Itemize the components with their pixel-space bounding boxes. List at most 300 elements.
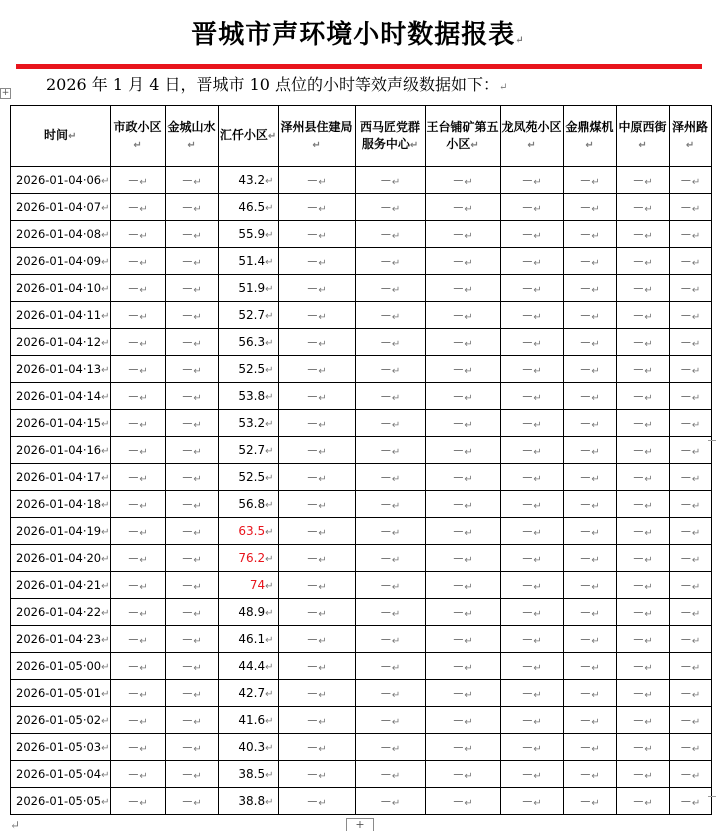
empty-value-cell: －↵ bbox=[669, 653, 711, 680]
empty-value-cell: －↵ bbox=[500, 194, 563, 221]
empty-value-cell: －↵ bbox=[355, 356, 425, 383]
value-cell: 63.5↵ bbox=[218, 518, 278, 545]
empty-value-cell: －↵ bbox=[355, 437, 425, 464]
empty-value-cell: －↵ bbox=[563, 437, 616, 464]
empty-value-cell: －↵ bbox=[563, 707, 616, 734]
empty-value-cell: －↵ bbox=[500, 356, 563, 383]
empty-value-cell: －↵ bbox=[669, 680, 711, 707]
empty-value-cell: －↵ bbox=[669, 491, 711, 518]
empty-value-cell: －↵ bbox=[425, 761, 500, 788]
empty-value-cell: －↵ bbox=[110, 437, 165, 464]
time-cell: 2026-01-04·11↵ bbox=[11, 302, 111, 329]
value-cell: 42.7↵ bbox=[218, 680, 278, 707]
column-header-site: 汇仟小区↵ bbox=[218, 106, 278, 167]
time-cell: 2026-01-05·02↵ bbox=[11, 707, 111, 734]
empty-value-cell: －↵ bbox=[425, 734, 500, 761]
empty-value-cell: －↵ bbox=[425, 410, 500, 437]
empty-value-cell: －↵ bbox=[616, 275, 669, 302]
table-row bbox=[11, 518, 712, 545]
empty-value-cell: －↵ bbox=[425, 680, 500, 707]
value-cell: 53.8↵ bbox=[218, 383, 278, 410]
empty-value-cell: －↵ bbox=[355, 410, 425, 437]
empty-value-cell: －↵ bbox=[500, 761, 563, 788]
empty-value-cell: －↵ bbox=[278, 437, 355, 464]
empty-value-cell: －↵ bbox=[278, 356, 355, 383]
empty-value-cell: －↵ bbox=[616, 599, 669, 626]
empty-value-cell: －↵ bbox=[669, 275, 711, 302]
value-cell: 76.2↵ bbox=[218, 545, 278, 572]
empty-value-cell: －↵ bbox=[355, 680, 425, 707]
empty-value-cell: －↵ bbox=[278, 572, 355, 599]
empty-value-cell: －↵ bbox=[616, 221, 669, 248]
empty-value-cell: －↵ bbox=[165, 518, 218, 545]
table-row bbox=[11, 194, 712, 221]
column-header-site: 泽州路↵ bbox=[669, 106, 711, 167]
empty-value-cell: －↵ bbox=[563, 302, 616, 329]
empty-value-cell: －↵ bbox=[669, 464, 711, 491]
empty-value-cell: －↵ bbox=[669, 437, 711, 464]
empty-value-cell: －↵ bbox=[278, 464, 355, 491]
empty-value-cell: －↵ bbox=[563, 356, 616, 383]
empty-value-cell: －↵ bbox=[500, 167, 563, 194]
empty-value-cell: －↵ bbox=[165, 626, 218, 653]
time-cell: 2026-01-04·18↵ bbox=[11, 491, 111, 518]
empty-value-cell: －↵ bbox=[425, 167, 500, 194]
empty-value-cell: －↵ bbox=[563, 194, 616, 221]
empty-value-cell: －↵ bbox=[165, 464, 218, 491]
empty-value-cell: －↵ bbox=[110, 761, 165, 788]
empty-value-cell: －↵ bbox=[563, 626, 616, 653]
empty-value-cell: －↵ bbox=[616, 680, 669, 707]
empty-value-cell: －↵ bbox=[425, 518, 500, 545]
table-row bbox=[11, 680, 712, 707]
empty-value-cell: －↵ bbox=[669, 248, 711, 275]
empty-value-cell: －↵ bbox=[355, 761, 425, 788]
value-cell: 53.2↵ bbox=[218, 410, 278, 437]
time-cell: 2026-01-04·16↵ bbox=[11, 437, 111, 464]
time-cell: 2026-01-04·08↵ bbox=[11, 221, 111, 248]
value-cell: 44.4↵ bbox=[218, 653, 278, 680]
empty-value-cell: －↵ bbox=[278, 167, 355, 194]
empty-value-cell: －↵ bbox=[669, 626, 711, 653]
empty-value-cell: －↵ bbox=[425, 545, 500, 572]
report-title: 晋城市声环境小时数据报表↵ bbox=[191, 20, 525, 50]
empty-value-cell: －↵ bbox=[110, 707, 165, 734]
empty-value-cell: －↵ bbox=[110, 356, 165, 383]
empty-value-cell: －↵ bbox=[616, 653, 669, 680]
table-row bbox=[11, 437, 712, 464]
empty-value-cell: －↵ bbox=[616, 464, 669, 491]
empty-value-cell: －↵ bbox=[165, 356, 218, 383]
empty-value-cell: －↵ bbox=[165, 545, 218, 572]
empty-value-cell: －↵ bbox=[110, 194, 165, 221]
column-header-site: 王台铺矿第五小区↵ bbox=[425, 106, 500, 167]
table-body bbox=[11, 167, 712, 815]
empty-value-cell: －↵ bbox=[563, 734, 616, 761]
time-cell: 2026-01-05·01↵ bbox=[11, 680, 111, 707]
empty-value-cell: －↵ bbox=[500, 275, 563, 302]
empty-value-cell: －↵ bbox=[355, 491, 425, 518]
empty-value-cell: －↵ bbox=[425, 464, 500, 491]
empty-value-cell: －↵ bbox=[669, 518, 711, 545]
empty-value-cell: －↵ bbox=[165, 572, 218, 599]
empty-value-cell: －↵ bbox=[165, 653, 218, 680]
empty-value-cell: －↵ bbox=[669, 707, 711, 734]
page-edge-marker bbox=[708, 796, 716, 797]
column-header-site: 金城山水↵ bbox=[165, 106, 218, 167]
empty-value-cell: －↵ bbox=[165, 275, 218, 302]
time-cell: 2026-01-04·21↵ bbox=[11, 572, 111, 599]
empty-value-cell: －↵ bbox=[165, 410, 218, 437]
value-cell: 40.3↵ bbox=[218, 734, 278, 761]
value-cell: 43.2↵ bbox=[218, 167, 278, 194]
empty-value-cell: －↵ bbox=[500, 437, 563, 464]
empty-value-cell: －↵ bbox=[110, 302, 165, 329]
empty-value-cell: －↵ bbox=[110, 572, 165, 599]
empty-value-cell: －↵ bbox=[110, 329, 165, 356]
empty-value-cell: －↵ bbox=[165, 329, 218, 356]
page-edge-marker bbox=[708, 440, 716, 441]
empty-value-cell: －↵ bbox=[355, 599, 425, 626]
table-row bbox=[11, 626, 712, 653]
table-row bbox=[11, 383, 712, 410]
table-row bbox=[11, 734, 712, 761]
value-cell: 52.5↵ bbox=[218, 356, 278, 383]
empty-value-cell: －↵ bbox=[355, 221, 425, 248]
empty-value-cell: －↵ bbox=[278, 221, 355, 248]
empty-value-cell: －↵ bbox=[425, 221, 500, 248]
time-cell: 2026-01-04·09↵ bbox=[11, 248, 111, 275]
time-cell: 2026-01-04·13↵ bbox=[11, 356, 111, 383]
empty-value-cell: －↵ bbox=[165, 761, 218, 788]
column-header-site: 泽州县住建局↵ bbox=[278, 106, 355, 167]
empty-value-cell: －↵ bbox=[563, 653, 616, 680]
empty-value-cell: －↵ bbox=[563, 275, 616, 302]
empty-value-cell: －↵ bbox=[563, 788, 616, 815]
value-cell: 74↵ bbox=[218, 572, 278, 599]
empty-value-cell: －↵ bbox=[563, 572, 616, 599]
empty-value-cell: －↵ bbox=[278, 707, 355, 734]
empty-value-cell: －↵ bbox=[669, 167, 711, 194]
empty-value-cell: －↵ bbox=[500, 734, 563, 761]
empty-value-cell: －↵ bbox=[669, 545, 711, 572]
empty-value-cell: －↵ bbox=[165, 599, 218, 626]
empty-value-cell: －↵ bbox=[669, 410, 711, 437]
empty-value-cell: －↵ bbox=[616, 194, 669, 221]
empty-value-cell: －↵ bbox=[669, 788, 711, 815]
empty-value-cell: －↵ bbox=[278, 599, 355, 626]
empty-value-cell: －↵ bbox=[669, 302, 711, 329]
empty-value-cell: －↵ bbox=[165, 707, 218, 734]
column-header-site: 市政小区↵ bbox=[110, 106, 165, 167]
empty-value-cell: －↵ bbox=[278, 734, 355, 761]
time-cell: 2026-01-04·10↵ bbox=[11, 275, 111, 302]
empty-value-cell: －↵ bbox=[563, 599, 616, 626]
table-header-row bbox=[11, 106, 712, 167]
empty-value-cell: －↵ bbox=[278, 761, 355, 788]
empty-value-cell: －↵ bbox=[110, 275, 165, 302]
value-cell: 56.3↵ bbox=[218, 329, 278, 356]
empty-value-cell: －↵ bbox=[616, 626, 669, 653]
empty-value-cell: －↵ bbox=[355, 464, 425, 491]
empty-value-cell: －↵ bbox=[110, 599, 165, 626]
empty-value-cell: －↵ bbox=[669, 329, 711, 356]
empty-value-cell: －↵ bbox=[425, 491, 500, 518]
empty-value-cell: －↵ bbox=[278, 383, 355, 410]
empty-value-cell: －↵ bbox=[563, 167, 616, 194]
empty-value-cell: －↵ bbox=[669, 356, 711, 383]
empty-value-cell: －↵ bbox=[563, 491, 616, 518]
empty-value-cell: －↵ bbox=[110, 734, 165, 761]
table-row bbox=[11, 275, 712, 302]
empty-value-cell: －↵ bbox=[355, 572, 425, 599]
data-table-container bbox=[10, 105, 712, 815]
empty-value-cell: －↵ bbox=[563, 518, 616, 545]
empty-value-cell: －↵ bbox=[616, 572, 669, 599]
empty-value-cell: －↵ bbox=[425, 626, 500, 653]
empty-value-cell: －↵ bbox=[669, 734, 711, 761]
empty-value-cell: －↵ bbox=[500, 329, 563, 356]
empty-value-cell: －↵ bbox=[616, 329, 669, 356]
empty-value-cell: －↵ bbox=[425, 383, 500, 410]
table-move-handle-icon[interactable]: + bbox=[1, 88, 10, 98]
empty-value-cell: －↵ bbox=[563, 329, 616, 356]
empty-value-cell: －↵ bbox=[355, 788, 425, 815]
value-cell: 41.6↵ bbox=[218, 707, 278, 734]
empty-value-cell: －↵ bbox=[500, 545, 563, 572]
empty-value-cell: －↵ bbox=[425, 356, 500, 383]
table-row bbox=[11, 464, 712, 491]
empty-value-cell: －↵ bbox=[669, 572, 711, 599]
table-row bbox=[11, 761, 712, 788]
empty-value-cell: －↵ bbox=[165, 194, 218, 221]
empty-value-cell: －↵ bbox=[110, 680, 165, 707]
empty-value-cell: －↵ bbox=[278, 626, 355, 653]
empty-value-cell: －↵ bbox=[500, 680, 563, 707]
empty-value-cell: －↵ bbox=[563, 545, 616, 572]
value-cell: 52.5↵ bbox=[218, 464, 278, 491]
empty-value-cell: －↵ bbox=[110, 221, 165, 248]
time-cell: 2026-01-04·22↵ bbox=[11, 599, 111, 626]
time-cell: 2026-01-04·17↵ bbox=[11, 464, 111, 491]
time-cell: 2026-01-04·14↵ bbox=[11, 383, 111, 410]
empty-value-cell: －↵ bbox=[355, 653, 425, 680]
empty-value-cell: －↵ bbox=[278, 518, 355, 545]
empty-value-cell: －↵ bbox=[278, 545, 355, 572]
empty-value-cell: －↵ bbox=[616, 167, 669, 194]
empty-value-cell: －↵ bbox=[616, 410, 669, 437]
empty-value-cell: －↵ bbox=[110, 464, 165, 491]
empty-value-cell: －↵ bbox=[500, 410, 563, 437]
column-header-site: 龙凤苑小区↵ bbox=[500, 106, 563, 167]
table-row bbox=[11, 788, 712, 815]
time-cell: 2026-01-04·19↵ bbox=[11, 518, 111, 545]
empty-value-cell: －↵ bbox=[110, 653, 165, 680]
time-cell: 2026-01-04·15↵ bbox=[11, 410, 111, 437]
empty-value-cell: －↵ bbox=[500, 599, 563, 626]
empty-value-cell: －↵ bbox=[425, 707, 500, 734]
empty-value-cell: －↵ bbox=[669, 194, 711, 221]
table-row bbox=[11, 302, 712, 329]
empty-value-cell: －↵ bbox=[616, 518, 669, 545]
empty-value-cell: －↵ bbox=[500, 518, 563, 545]
empty-value-cell: －↵ bbox=[669, 383, 711, 410]
empty-value-cell: －↵ bbox=[110, 491, 165, 518]
empty-value-cell: －↵ bbox=[425, 329, 500, 356]
empty-value-cell: －↵ bbox=[355, 302, 425, 329]
end-paragraph-mark: ↵ bbox=[10, 818, 21, 832]
empty-value-cell: －↵ bbox=[500, 572, 563, 599]
empty-value-cell: －↵ bbox=[278, 329, 355, 356]
empty-value-cell: －↵ bbox=[500, 248, 563, 275]
empty-value-cell: －↵ bbox=[355, 707, 425, 734]
empty-value-cell: －↵ bbox=[110, 788, 165, 815]
empty-value-cell: －↵ bbox=[165, 788, 218, 815]
empty-value-cell: －↵ bbox=[616, 761, 669, 788]
time-cell: 2026-01-05·04↵ bbox=[11, 761, 111, 788]
empty-value-cell: －↵ bbox=[355, 194, 425, 221]
table-row bbox=[11, 545, 712, 572]
empty-value-cell: －↵ bbox=[355, 626, 425, 653]
empty-value-cell: －↵ bbox=[500, 788, 563, 815]
empty-value-cell: －↵ bbox=[110, 545, 165, 572]
empty-value-cell: －↵ bbox=[165, 302, 218, 329]
time-cell: 2026-01-04·07↵ bbox=[11, 194, 111, 221]
empty-value-cell: －↵ bbox=[355, 383, 425, 410]
red-divider-line bbox=[16, 64, 702, 69]
empty-value-cell: －↵ bbox=[278, 788, 355, 815]
empty-value-cell: －↵ bbox=[110, 410, 165, 437]
time-cell: 2026-01-05·00↵ bbox=[11, 653, 111, 680]
empty-value-cell: －↵ bbox=[616, 383, 669, 410]
empty-value-cell: －↵ bbox=[669, 599, 711, 626]
value-cell: 52.7↵ bbox=[218, 437, 278, 464]
table-row bbox=[11, 221, 712, 248]
table-row bbox=[11, 599, 712, 626]
table-row bbox=[11, 491, 712, 518]
time-cell: 2026-01-05·05↵ bbox=[11, 788, 111, 815]
empty-value-cell: －↵ bbox=[355, 167, 425, 194]
empty-value-cell: －↵ bbox=[500, 626, 563, 653]
table-row bbox=[11, 572, 712, 599]
table-row bbox=[11, 410, 712, 437]
empty-value-cell: －↵ bbox=[355, 734, 425, 761]
empty-value-cell: －↵ bbox=[165, 221, 218, 248]
empty-value-cell: －↵ bbox=[425, 275, 500, 302]
empty-value-cell: －↵ bbox=[669, 761, 711, 788]
empty-value-cell: －↵ bbox=[110, 167, 165, 194]
empty-value-cell: －↵ bbox=[165, 167, 218, 194]
empty-value-cell: －↵ bbox=[500, 221, 563, 248]
empty-value-cell: －↵ bbox=[425, 437, 500, 464]
empty-value-cell: －↵ bbox=[110, 248, 165, 275]
empty-value-cell: －↵ bbox=[165, 680, 218, 707]
column-header-time: 时间↵ bbox=[11, 106, 111, 167]
empty-value-cell: －↵ bbox=[500, 707, 563, 734]
empty-value-cell: －↵ bbox=[425, 788, 500, 815]
empty-value-cell: －↵ bbox=[110, 383, 165, 410]
value-cell: 38.8↵ bbox=[218, 788, 278, 815]
empty-value-cell: －↵ bbox=[278, 491, 355, 518]
empty-value-cell: －↵ bbox=[563, 221, 616, 248]
empty-value-cell: －↵ bbox=[563, 464, 616, 491]
value-cell: 46.5↵ bbox=[218, 194, 278, 221]
empty-value-cell: －↵ bbox=[616, 356, 669, 383]
noise-data-table bbox=[10, 105, 712, 815]
empty-value-cell: －↵ bbox=[110, 518, 165, 545]
empty-value-cell: －↵ bbox=[616, 545, 669, 572]
table-row bbox=[11, 653, 712, 680]
empty-value-cell: －↵ bbox=[563, 761, 616, 788]
empty-value-cell: －↵ bbox=[425, 248, 500, 275]
time-cell: 2026-01-04·23↵ bbox=[11, 626, 111, 653]
column-header-site: 西马匠党群服务中心↵ bbox=[355, 106, 425, 167]
table-insert-row-icon[interactable]: + bbox=[346, 818, 374, 831]
empty-value-cell: －↵ bbox=[425, 599, 500, 626]
empty-value-cell: －↵ bbox=[110, 626, 165, 653]
value-cell: 55.9↵ bbox=[218, 221, 278, 248]
empty-value-cell: －↵ bbox=[616, 707, 669, 734]
value-cell: 51.4↵ bbox=[218, 248, 278, 275]
empty-value-cell: －↵ bbox=[165, 248, 218, 275]
value-cell: 48.9↵ bbox=[218, 599, 278, 626]
empty-value-cell: －↵ bbox=[500, 653, 563, 680]
empty-value-cell: －↵ bbox=[616, 248, 669, 275]
value-cell: 52.7↵ bbox=[218, 302, 278, 329]
empty-value-cell: －↵ bbox=[425, 653, 500, 680]
empty-value-cell: －↵ bbox=[563, 680, 616, 707]
empty-value-cell: －↵ bbox=[355, 275, 425, 302]
empty-value-cell: －↵ bbox=[616, 491, 669, 518]
value-cell: 56.8↵ bbox=[218, 491, 278, 518]
table-row bbox=[11, 248, 712, 275]
empty-value-cell: －↵ bbox=[500, 302, 563, 329]
empty-value-cell: －↵ bbox=[425, 302, 500, 329]
empty-value-cell: －↵ bbox=[355, 545, 425, 572]
column-header-site: 金鼎煤机↵ bbox=[563, 106, 616, 167]
empty-value-cell: －↵ bbox=[278, 248, 355, 275]
empty-value-cell: －↵ bbox=[165, 734, 218, 761]
time-cell: 2026-01-04·06↵ bbox=[11, 167, 111, 194]
empty-value-cell: －↵ bbox=[278, 653, 355, 680]
time-cell: 2026-01-04·20↵ bbox=[11, 545, 111, 572]
empty-value-cell: －↵ bbox=[425, 572, 500, 599]
empty-value-cell: －↵ bbox=[616, 788, 669, 815]
empty-value-cell: －↵ bbox=[355, 248, 425, 275]
empty-value-cell: －↵ bbox=[616, 437, 669, 464]
empty-value-cell: －↵ bbox=[500, 383, 563, 410]
empty-value-cell: －↵ bbox=[616, 734, 669, 761]
empty-value-cell: －↵ bbox=[165, 437, 218, 464]
time-cell: 2026-01-04·12↵ bbox=[11, 329, 111, 356]
empty-value-cell: －↵ bbox=[165, 491, 218, 518]
empty-value-cell: －↵ bbox=[616, 302, 669, 329]
empty-value-cell: －↵ bbox=[563, 410, 616, 437]
empty-value-cell: －↵ bbox=[669, 221, 711, 248]
empty-value-cell: －↵ bbox=[278, 680, 355, 707]
value-cell: 46.1↵ bbox=[218, 626, 278, 653]
empty-value-cell: －↵ bbox=[425, 194, 500, 221]
intro-paragraph: 2026 年 1 月 4 日，晋城市 10 点位的小时等效声级数据如下：↵ bbox=[46, 75, 508, 94]
empty-value-cell: －↵ bbox=[278, 194, 355, 221]
table-row bbox=[11, 329, 712, 356]
empty-value-cell: －↵ bbox=[355, 518, 425, 545]
empty-value-cell: －↵ bbox=[355, 329, 425, 356]
empty-value-cell: －↵ bbox=[278, 410, 355, 437]
table-row bbox=[11, 167, 712, 194]
value-cell: 38.5↵ bbox=[218, 761, 278, 788]
empty-value-cell: －↵ bbox=[500, 464, 563, 491]
